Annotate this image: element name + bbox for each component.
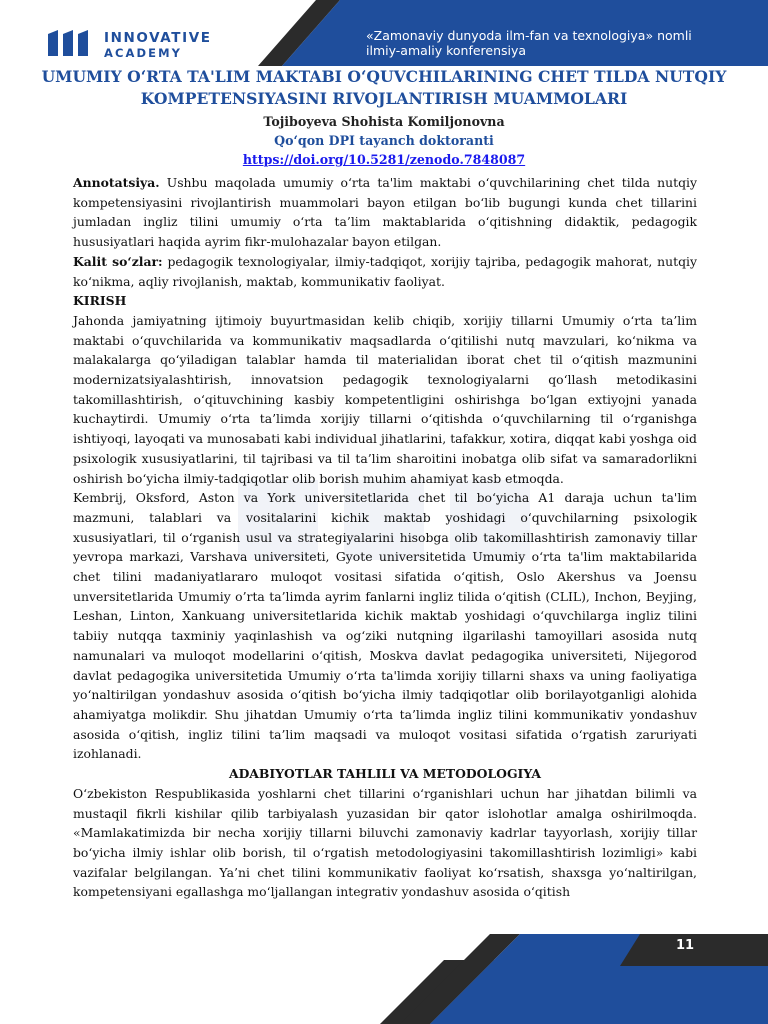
logo-text-innovative: INNOVATIVE [104, 30, 212, 46]
logo-text-academy: ACADEMY [104, 46, 183, 60]
conference-line-1: «Zamonaviy dunyoda ilm-fan va texnologiya» nomli [366, 28, 692, 43]
paper-title [30, 66, 738, 110]
conference-line-2: ilmiy-amaliy konferensiya [366, 43, 527, 58]
abstract-text: Ushbu maqolada umumiy o‘rta ta'lim maktabi o‘quvchilarining chet tilda nutqiy kompetensiyasini rivojlantirish muammolari bayon etilgan bo‘lib bugungi kunda chet tillarini jumladan ingliz tilini umumiy o‘rta ta’lim maktablarida o‘qitishning didaktik, pedagogik hususiyatlari haqida ayrim fikr-mulohazalar bayon etilgan. [73, 175, 697, 250]
keywords-label: Kalit so‘zlar: [73, 253, 163, 269]
author-affiliation: Qo‘qon DPI tayanch doktoranti [274, 133, 494, 148]
author-name: Tojiboyeva Shohista Komiljonovna [263, 114, 505, 129]
abstract-paragraph [73, 173, 697, 252]
intro-paragraph-1: Jahonda jamiyatning ijtimoiy buyurtmasidan kelib chiqib, xorijiy tillarni Umumiy o‘rta ta’lim maktabi o‘quvchilarida va kommunikativ maqsadlarda o‘qitilishi nutq mavzulari, ko‘nikma va malakalarga qo‘yiladigan talablar hamda til materialidan iborat chet til o‘qitish mazmunini modernizatsiyalashtirish, innovatsion pedagogik texnologiyalarni qo‘llash metodikasini takomillashtirish, o‘qituvchining kasbiy kompetentligini oshirishga bo‘lgan extiyojni yanada kuchaytirdi. Umumiy o‘rta ta’limda xorijiy tillarni o‘qitishda o‘quvchilarning til o‘rganishga ishtiyoqi, layoqati va munosabati kabi individual jihatlarini, tafakkur, xotira, diqqat kabi yoshga oid psixologik xususiyatlarini, til tajribasi va til ta’lim sharoitini inobatga olib sifat va samaradorlikni oshirish bo‘yicha ilmiy-tadqiqotlar olib borish muhim ahamiyat kasb etmoqda. [73, 312, 697, 486]
intro-paragraph-2: Kembrij, Oksford, Aston va York universitetlarida chet til bo‘yicha A1 daraja uchun ta'lim mazmuni, talablari va vositalarini kichik maktab yoshidagi o‘quvchilarning psixologik xususiyatlari, til o‘rganish usul va strategiyalarini hisobga olib takomillashtirish zamonaviy tillar yevropa markazi, Varshava universiteti, Gyote universitetida Umumiy o‘rta ta'lim maktabilarida chet tilini madaniyatlararo muloqot vositasi sifatida o‘qitish, Oslo Akershus va Joensu unversitetlarida Umumiy o’rta ta’limda ayrim fanlarni ingliz tilida o‘qitish (CLIL), Inchon, Beyjing, Leshan, Linton, Xankuang universitetlarida kichik maktab yoshidagi o‘quvchilarga ingliz tilini tabiiy nutqqa taxminiy yaqinlashish va og‘ziki nutqning ilgarilashi tamoyillari asosida nutq namunalari va muloqot modellarini o‘qitish, Moskva davlat pedagogika universiteti, Nijegorod davlat pedagogika universitetida Umumiy o‘rta ta'limda xorijiy tillarni shaxs va uning faoliyatiga yo‘naltirilgan yondashuv asosida o‘qitish bo‘yicha ilmiy tadqiqotlar olib borilayotganligi alohida ahamiyatga molikdir. Shu jihatdan Umumiy o‘rta ta’limda ingliz tilini kommunikativ yondashuv asosida o‘qitish, ingliz tilini ta’lim maqsadi va muloqot vositasi sifatida o‘rgatish zaruriyati izohlanadi. [73, 490, 697, 762]
paper-body [73, 173, 697, 902]
keywords-text: pedagogik texnologiyalar, ilmiy-tadqiqot, xorijiy tajriba, pedagogik mahorat, nutqiy ko‘nikma, aqliy rivojlanish, maktab, kommunikativ faoliyat. [73, 253, 697, 289]
title-line-1: UMUMIY O‘RTA TA'LIM MAKTABI O‘QUVCHILARINING CHET TILDA NUTQIY [41, 67, 727, 86]
intro-heading: KIRISH [73, 293, 127, 309]
literature-paragraph-1: O‘zbekiston Respublikasida yoshlarni chet tillarini o‘rganishlari uchun har jihatdan bilimli va mustaqil fikrli kishilar qilib tarbiyalash yuzasidan bir qator islohotlar amalga oshirilmoqda. «Mamlakatimizda bir necha xorijiy tillarni biluvchi zamonaviy kadrlar tayyorlash, xorijiy tillar bo‘yicha ilmiy ishlar olib borish, til o‘rgatish metodologiyasini takomillashtirish lozimligi» kabi vazifalar belgilangan. Ya’ni chet tilini kommunikativ faoliyat ko‘rsatish, shaxsga yo‘naltirilgan, kompetensiyani egallashga mo‘ljallangan integrativ yondashuv asosida o‘qitish [73, 785, 697, 900]
title-line-2: KOMPETENSIYASINI RIVOJLANTIRISH MUAMMOLARI [140, 89, 628, 108]
keywords-paragraph [73, 252, 697, 291]
abstract-label: Annotatsiya. [73, 175, 160, 190]
literature-heading: ADABIYOTLAR TAHLILI VA METODOLOGIYA [228, 766, 542, 782]
footer-banner [0, 920, 768, 1024]
doi-link[interactable]: https://doi.org/10.5281/zenodo.7848087 [242, 152, 526, 167]
page-number: 11 [676, 938, 695, 953]
conference-name [366, 28, 756, 58]
